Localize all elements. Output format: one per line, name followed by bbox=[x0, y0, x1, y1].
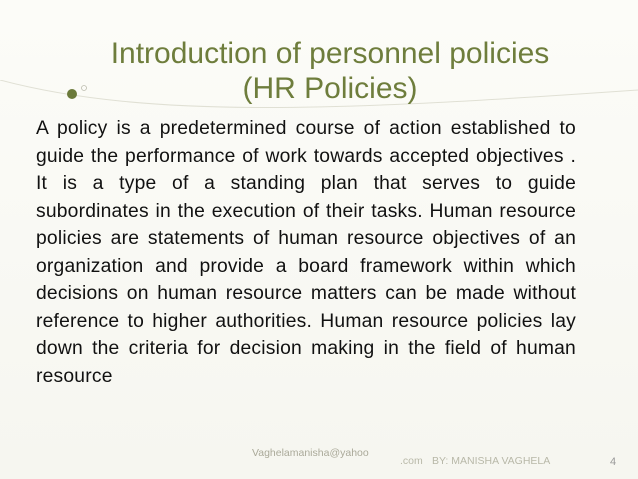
slide-body-text: A policy is a predetermined course of action established to guide the performance of work towards accepted objectives . It is a type of a standing plan that serves to guide subordinates in the execution of their tasks. Human resource policies are statements of human resource objectives of an organization and provide a board framework within which decisions on human resource matters can be made without reference to higher authorities. Human resource policies lay down the criteria for decision making in the field of human resource bbox=[36, 118, 576, 387]
page-number: 4 bbox=[610, 456, 617, 468]
footer-email-domain: .com bbox=[400, 455, 423, 467]
title-line-1: Introduction of personnel policies bbox=[110, 37, 550, 70]
title-line-2: (HR Policies) bbox=[242, 72, 418, 105]
slide-title bbox=[40, 36, 620, 106]
footer-author: BY: MANISHA VAGHELA bbox=[432, 455, 551, 467]
footer-email-overlay: Vaghelamanisha@yahoo bbox=[252, 447, 369, 459]
